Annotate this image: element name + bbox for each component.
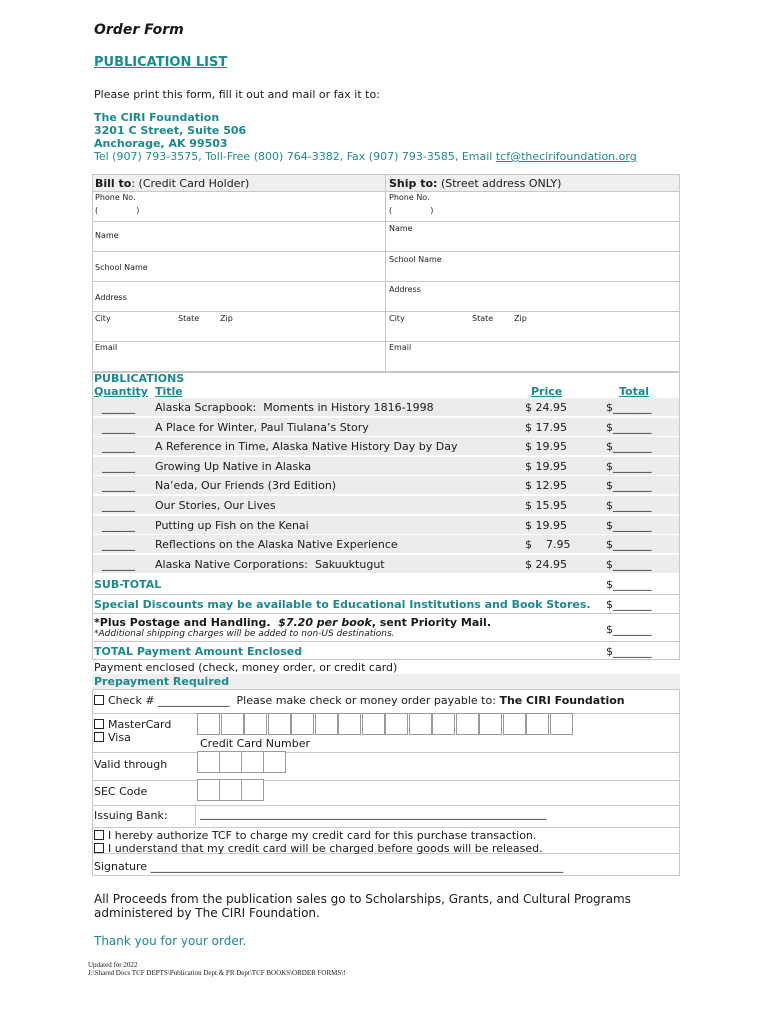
cc-digit-box[interactable] — [385, 713, 408, 735]
cc-digit-box[interactable] — [432, 713, 455, 735]
publication-price: $ 12.95 — [525, 479, 567, 492]
bill-phone-field[interactable]: ( ) — [95, 206, 140, 215]
mastercard-option: MasterCard — [94, 718, 171, 731]
cc-digit-box[interactable] — [362, 713, 385, 735]
org-name: The CIRI Foundation — [94, 111, 220, 124]
publication-price: $ 7.95 — [525, 538, 571, 551]
check-checkbox[interactable] — [94, 695, 104, 705]
col-quantity: Quantity — [94, 385, 148, 398]
publication-price: $ 17.95 — [525, 421, 567, 434]
cc-digit-box[interactable] — [526, 713, 549, 735]
valid-digit-box[interactable] — [241, 751, 264, 773]
understand-checkbox[interactable] — [94, 843, 104, 853]
valid-through-label: Valid through — [94, 758, 168, 771]
publication-title: A Reference in Time, Alaska Native History Day by Day — [155, 440, 458, 453]
sec-digit-box[interactable] — [219, 779, 242, 801]
address-table — [92, 174, 680, 372]
signature-field[interactable]: Signature ___________________________________________________________________________ — [94, 860, 564, 873]
publication-price: $ 19.95 — [525, 460, 567, 473]
cc-digit-box[interactable] — [221, 713, 244, 735]
publication-title: Alaska Native Corporations: Sakuuktugut — [155, 558, 385, 571]
publications-section-label: PUBLICATIONS — [94, 372, 185, 385]
ship-school-field[interactable]: School Name — [389, 255, 442, 264]
quantity-field[interactable]: ______ — [102, 538, 135, 551]
discount-field[interactable]: $_______ — [606, 598, 652, 611]
bill-school-field[interactable]: School Name — [95, 263, 148, 272]
valid-digit-box[interactable] — [263, 751, 286, 773]
check-option: Check # _____________ Please make check or money order payable to: The CIRI Foundation — [94, 694, 625, 707]
quantity-field[interactable]: ______ — [102, 479, 135, 492]
col-price: Price — [531, 385, 563, 398]
ship-state-field[interactable]: State — [472, 314, 494, 323]
ship-zip-field[interactable]: Zip — [514, 314, 527, 323]
publication-price: $ 19.95 — [525, 519, 567, 532]
sec-code-label: SEC Code — [94, 785, 148, 798]
publication-list-heading: PUBLICATION LIST — [94, 55, 228, 70]
org-city: Anchorage, AK 99503 — [94, 137, 228, 150]
line-total-field[interactable]: $_______ — [606, 538, 652, 551]
prepayment-required: Prepayment Required — [94, 675, 230, 688]
bill-city-field[interactable]: City — [95, 314, 111, 323]
line-total-field[interactable]: $_______ — [606, 558, 652, 571]
ship-city-field[interactable]: City — [389, 314, 405, 323]
bill-name-field[interactable]: Name — [95, 231, 119, 240]
issuing-bank-field[interactable]: _______________________________________________________________ — [200, 807, 547, 820]
bill-state-field[interactable]: State — [178, 314, 200, 323]
ship-to-heading: Ship to: (Street address ONLY) — [389, 177, 562, 190]
issuing-bank-label: Issuing Bank: — [94, 809, 168, 822]
line-total-field[interactable]: $_______ — [606, 499, 652, 512]
proceeds-line-2: administered by The CIRI Foundation. — [94, 906, 320, 920]
proceeds-line-1: All Proceeds from the publication sales go to Scholarships, Grants, and Cultural Programs — [94, 892, 631, 906]
cc-digit-box[interactable] — [409, 713, 432, 735]
line-total-field[interactable]: $_______ — [606, 519, 652, 532]
subtotal-label: SUB-TOTAL — [94, 578, 162, 591]
thank-you-text: Thank you for your order. — [94, 934, 247, 948]
line-total-field[interactable]: $_______ — [606, 440, 652, 453]
cc-digit-box[interactable] — [479, 713, 502, 735]
publication-title: Putting up Fish on the Kenai — [155, 519, 309, 532]
col-total: Total — [619, 385, 650, 398]
intro-text: Please print this form, fill it out and mail or fax it to: — [94, 88, 380, 101]
ship-phone-field[interactable]: ( ) — [389, 206, 434, 215]
valid-digit-box[interactable] — [219, 751, 242, 773]
publication-title: Reflections on the Alaska Native Experience — [155, 538, 398, 551]
org-street: 3201 C Street, Suite 506 — [94, 124, 247, 137]
publication-price: $ 24.95 — [525, 558, 567, 571]
bill-email-field[interactable]: Email — [95, 343, 118, 352]
total-payment-label: TOTAL Payment Amount Enclosed — [94, 645, 303, 658]
total-payment-field[interactable]: $_______ — [606, 645, 652, 658]
cc-digit-box[interactable] — [244, 713, 267, 735]
sec-digit-box[interactable] — [197, 779, 220, 801]
bill-zip-field[interactable]: Zip — [220, 314, 233, 323]
quantity-field[interactable]: ______ — [102, 421, 135, 434]
quantity-field[interactable]: ______ — [102, 519, 135, 532]
valid-digit-box[interactable] — [197, 751, 220, 773]
publication-price: $ 19.95 — [525, 440, 567, 453]
publication-title: Our Stories, Our Lives — [155, 499, 276, 512]
payee-name: The CIRI Foundation — [499, 694, 625, 707]
ship-address-field[interactable]: Address — [389, 285, 421, 294]
cc-digit-box[interactable] — [268, 713, 291, 735]
cc-digit-box[interactable] — [550, 713, 573, 735]
col-title: Title — [155, 385, 183, 398]
cc-digit-box[interactable] — [503, 713, 526, 735]
quantity-field[interactable]: ______ — [102, 401, 135, 414]
bill-address-field[interactable]: Address — [95, 293, 127, 302]
publication-price: $ 24.95 — [525, 401, 567, 414]
bill-phone-label: Phone No. — [95, 193, 136, 202]
postage-field[interactable]: $_______ — [606, 623, 652, 636]
authorize-checkbox[interactable] — [94, 830, 104, 840]
subtotal-field[interactable]: $_______ — [606, 578, 652, 591]
cc-digit-box[interactable] — [338, 713, 361, 735]
ship-name-field[interactable]: Name — [389, 224, 413, 233]
line-total-field[interactable]: $_______ — [606, 460, 652, 473]
line-total-field[interactable]: $_______ — [606, 401, 652, 414]
publication-price: $ 15.95 — [525, 499, 567, 512]
ship-phone-label: Phone No. — [389, 193, 430, 202]
quantity-field[interactable]: ______ — [102, 440, 135, 453]
discounts-note: Special Discounts may be available to Educational Institutions and Book Stores. — [94, 598, 591, 611]
line-total-field[interactable]: $_______ — [606, 479, 652, 492]
contact-text: Tel (907) 793-3575, Toll-Free (800) 764-3382, Fax (907) 793-3585, Email — [94, 150, 496, 163]
cc-digit-box[interactable] — [197, 713, 220, 735]
quantity-field[interactable]: ______ — [102, 499, 135, 512]
contact-line — [94, 150, 637, 163]
visa-option: Visa — [94, 731, 131, 744]
cc-number-label: Credit Card Number — [200, 737, 310, 750]
file-path-note: J:\Shared Docs TCF DEPTS\Publication Dept & PR Dept\TCF BOOKS\ORDER FORMS\! — [88, 969, 346, 977]
authorize-option: I hereby authorize TCF to charge my credit card for this purchase transaction. — [94, 829, 536, 842]
publication-title: A Place for Winter, Paul Tiulana’s Story — [155, 421, 369, 434]
quantity-field[interactable]: ______ — [102, 460, 135, 473]
postage-line: *Plus Postage and Handling. $7.20 per book, sent Priority Mail. — [94, 616, 492, 629]
mastercard-checkbox[interactable] — [94, 719, 104, 729]
postage-note: *Additional shipping charges will be added to non-US destinations. — [94, 629, 395, 639]
understand-option: I understand that my credit card will be charged before goods will be released. — [94, 842, 543, 855]
cc-digit-box[interactable] — [315, 713, 338, 735]
sec-digit-box[interactable] — [241, 779, 264, 801]
ship-email-field[interactable]: Email — [389, 343, 412, 352]
bill-to-heading: Bill to: (Credit Card Holder) — [95, 177, 250, 190]
publication-title: Growing Up Native in Alaska — [155, 460, 312, 473]
updated-note: Updated for 2022 — [88, 961, 138, 969]
line-total-field[interactable]: $_______ — [606, 421, 652, 434]
payment-enclosed-text: Payment enclosed (check, money order, or credit card) — [94, 661, 398, 674]
quantity-field[interactable]: ______ — [102, 558, 135, 571]
publication-title: Na’eda, Our Friends (3rd Edition) — [155, 479, 337, 492]
email-link[interactable]: tcf@thecirifoundation.org — [495, 150, 637, 163]
cc-digit-box[interactable] — [291, 713, 314, 735]
form-title: Order Form — [94, 22, 184, 38]
visa-checkbox[interactable] — [94, 732, 104, 742]
publication-title: Alaska Scrapbook: Moments in History 1816-1998 — [155, 401, 434, 414]
cc-digit-box[interactable] — [456, 713, 479, 735]
